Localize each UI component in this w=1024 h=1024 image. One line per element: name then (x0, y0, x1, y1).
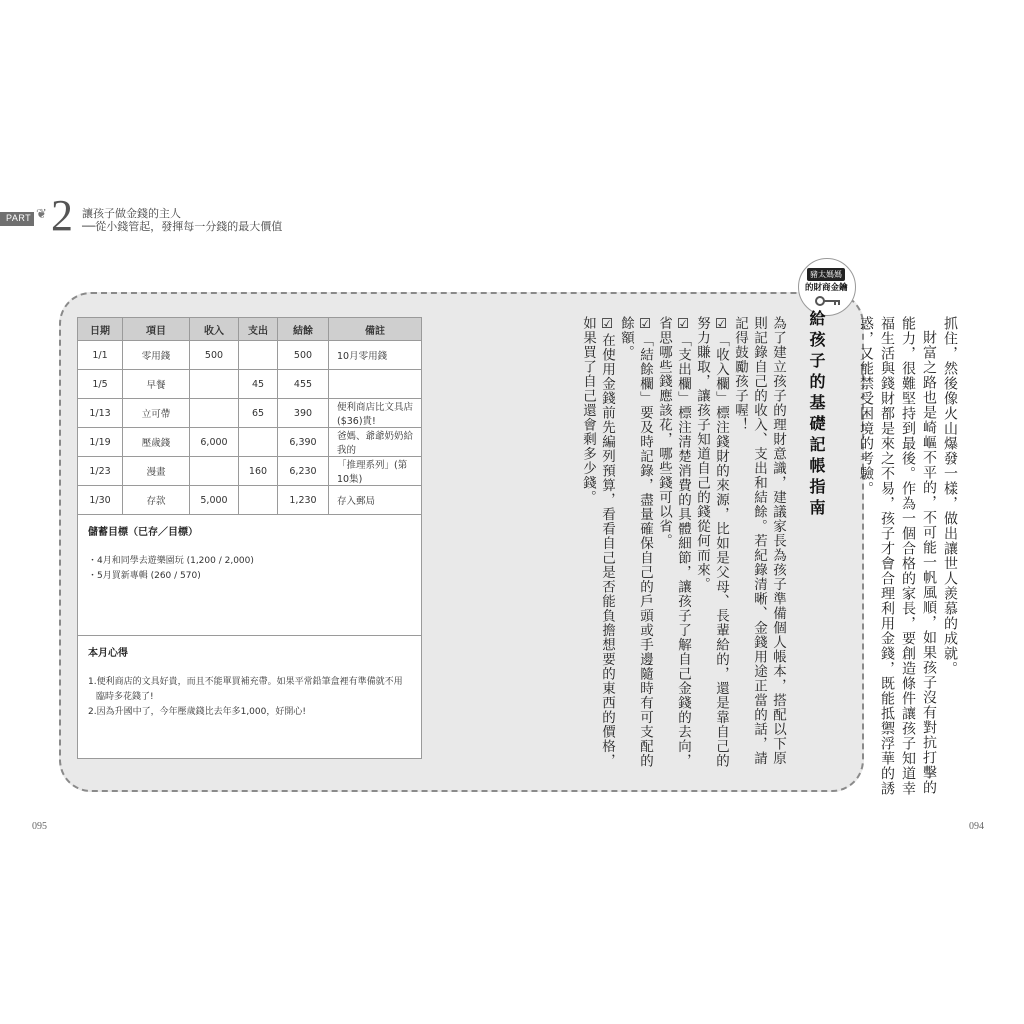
cell-item: 存款 (123, 486, 190, 515)
cell-income (190, 399, 239, 428)
cell-income: 5,000 (190, 486, 239, 515)
cell-item: 壓歲錢 (123, 428, 190, 457)
cell-income: 500 (190, 341, 239, 370)
cell-expense (239, 341, 278, 370)
cell-balance: 6,390 (278, 428, 329, 457)
part-number: 2 (51, 191, 73, 240)
reflection-item: 1.便利商店的文具好貴，而且不能單買補充帶。如果平常鉛筆盒裡有準備就不用 (88, 677, 403, 687)
cell-date: 1/5 (78, 370, 123, 399)
badge (798, 258, 856, 316)
cell-expense (239, 486, 278, 515)
cell-note: 「推理系列」(第10集) (329, 457, 422, 486)
ledger-table (77, 317, 422, 759)
badge-label: 豬太媽媽 (807, 268, 845, 281)
cell-note: 10月零用錢 (329, 341, 422, 370)
body-paragraph: 財富之路也是崎嶇不平的，不可能一帆風順，如果孩子沒有對抗打擊的能力，很難堅持到最後。作為一個合格的家長，要創造條件讓孩子知道幸福生活與錢財都是來之不易，孩子才會合理利用金錢，既能抵禦浮華的誘惑，又能禁受困境的考驗。 (858, 316, 937, 796)
cell-balance: 500 (278, 341, 329, 370)
guide-point: ☑「支出欄」標注清楚消費的具體細節，讓孩子了解自己金錢的去向，省思哪些錢應該花，哪些錢可以省。 (656, 316, 691, 768)
cell-expense: 45 (239, 370, 278, 399)
col-note: 備註 (329, 318, 422, 341)
savings-goal-row (78, 515, 422, 636)
cell-item: 漫畫 (123, 457, 190, 486)
cell-note (329, 370, 422, 399)
col-expense: 支出 (239, 318, 278, 341)
savings-goal-title: 儲蓄目標（已存／目標） (88, 527, 198, 538)
guide-intro: 為了建立孩子的理財意識，建議家長為孩子準備個人帳本，搭配以下原則記錄自己的收入、支出和結餘。若紀錄清晰、金錢用途正當的話，請記得鼓勵孩子喔！ (732, 316, 786, 766)
cell-note: 存入郵局 (329, 486, 422, 515)
col-item: 項目 (123, 318, 190, 341)
badge-subtitle: 的財商金鑰 (805, 283, 848, 293)
table-row (78, 341, 422, 370)
guide-point: ☑在使用金錢前先編列預算，看看自己是否能負擔想要的東西的價格，如果買了自己還會剩多少錢。 (580, 316, 615, 768)
cell-date: 1/30 (78, 486, 123, 515)
col-balance: 結餘 (278, 318, 329, 341)
key-icon (815, 295, 841, 307)
cell-balance: 390 (278, 399, 329, 428)
col-date: 日期 (78, 318, 123, 341)
cell-date: 1/13 (78, 399, 123, 428)
cell-item: 早餐 (123, 370, 190, 399)
body-paragraph: 抓住，然後像火山爆發一樣，做出讓世人羨慕的成就。 (942, 316, 958, 676)
cell-item: 零用錢 (123, 341, 190, 370)
reflection-row (78, 636, 422, 759)
cell-item: 立可帶 (123, 399, 190, 428)
guide-point: ☑「結餘欄」要及時記錄，盡量確保自己的戶頭或手邊隨時有可支配的餘額。 (618, 316, 653, 768)
cell-income: 6,000 (190, 428, 239, 457)
savings-goal-item: ・5月買新專輯 (260 / 570) (88, 571, 201, 581)
cell-expense: 65 (239, 399, 278, 428)
page-number-right: 094 (969, 821, 984, 832)
chapter-title: 讓孩子做金錢的主人 (82, 207, 181, 220)
cell-balance: 455 (278, 370, 329, 399)
page-number-left: 095 (32, 821, 47, 832)
reflection-item: 臨時多花錢了! (96, 692, 154, 702)
reflection-title: 本月心得 (88, 648, 128, 659)
reflection-item: 2.因為升國中了，今年壓歲錢比去年多1,000，好開心! (88, 707, 306, 717)
guide-point: ☑「收入欄」標注錢財的來源，比如是父母、長輩給的，還是靠自己的努力賺取，讓孩子知道自己的錢從何而來。 (694, 316, 729, 768)
savings-goal-item: ・4月和同學去遊樂園玩 (1,200 / 2,000) (88, 556, 254, 566)
part-ornament-icon: ❦ (36, 207, 47, 222)
cell-expense: 160 (239, 457, 278, 486)
table-row (78, 428, 422, 457)
cell-date: 1/1 (78, 341, 123, 370)
part-label: PART (6, 213, 32, 223)
cell-balance: 1,230 (278, 486, 329, 515)
col-income: 收入 (190, 318, 239, 341)
guide-title: 給孩子的基礎記帳指南 (807, 310, 826, 520)
cell-date: 1/19 (78, 428, 123, 457)
cell-income (190, 370, 239, 399)
cell-date: 1/23 (78, 457, 123, 486)
table-row (78, 399, 422, 428)
table-row (78, 486, 422, 515)
chapter-subtitle: ──從小錢管起，發揮每一分錢的最大價值 (82, 220, 283, 233)
table-row (78, 370, 422, 399)
cell-note: 爸媽、爺爺奶奶給我的 (329, 428, 422, 457)
page-body-text (858, 316, 960, 806)
guide-body (580, 316, 787, 776)
cell-note: 便利商店比文具店($36)貴! (329, 399, 422, 428)
cell-income (190, 457, 239, 486)
cell-expense (239, 428, 278, 457)
ledger-header-row (78, 318, 422, 341)
cell-balance: 6,230 (278, 457, 329, 486)
table-row (78, 457, 422, 486)
